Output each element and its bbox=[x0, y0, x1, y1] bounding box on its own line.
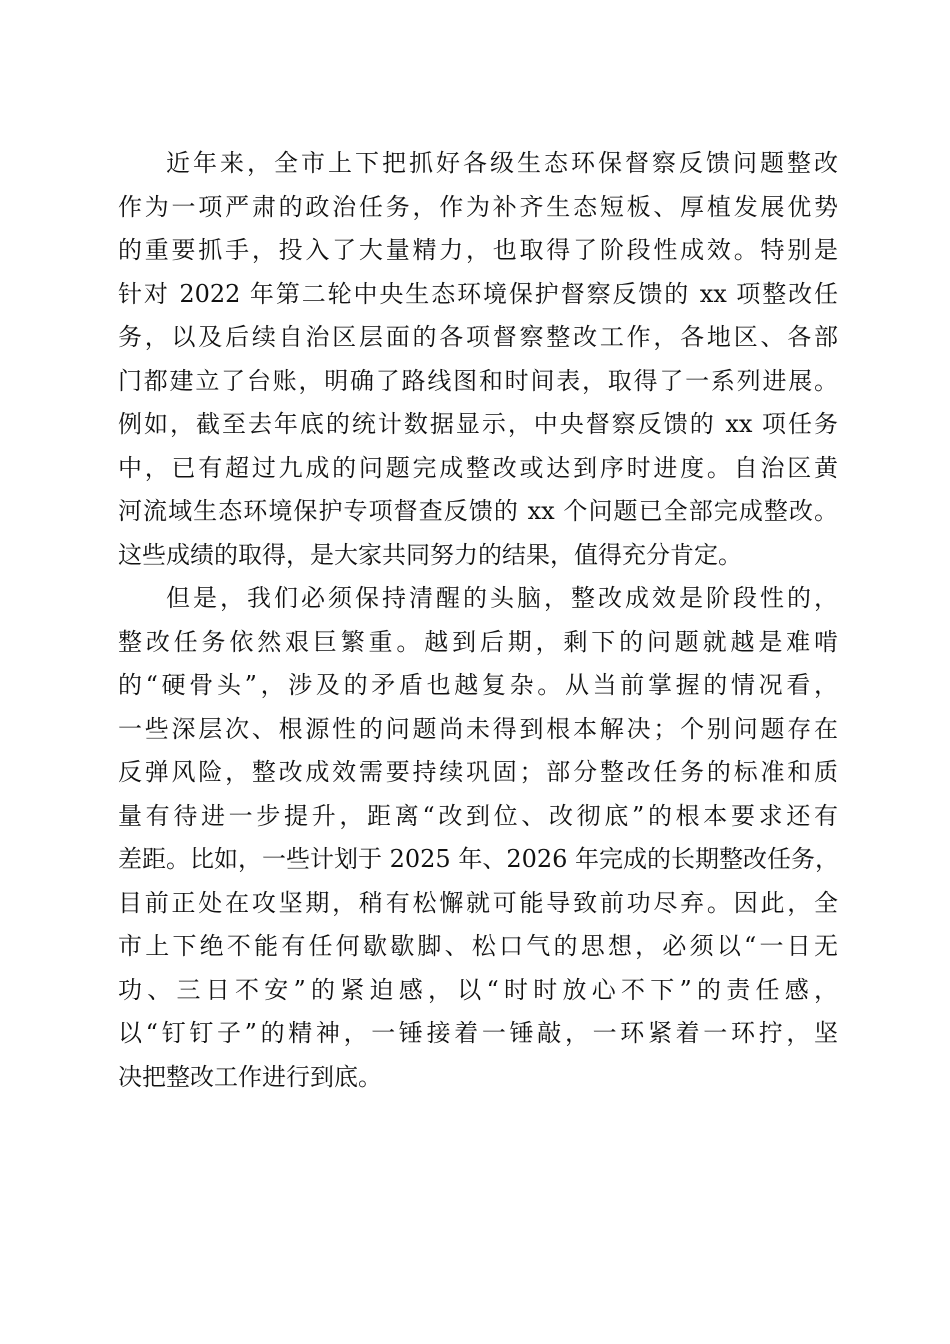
paragraph bbox=[118, 577, 838, 1099]
document-body bbox=[118, 142, 838, 1099]
paragraph-line: 河流域生态环境保护专项督查反馈的 xx 个问题已全部完成整改。 bbox=[118, 497, 838, 525]
paragraph-line: 中，已有超过九成的问题完成整改或达到序时进度。自治区黄 bbox=[118, 453, 838, 482]
paragraph-line: 门都建立了台账，明确了路线图和时间表，取得了一系列进展。 bbox=[118, 366, 838, 395]
paragraph-line: 功、三日不安”的紧迫感，以“时时放心不下”的责任感， bbox=[118, 975, 838, 1004]
paragraph-line: 针对 2022 年第二轮中央生态环境保护督察反馈的 xx 项整改任 bbox=[118, 279, 838, 308]
paragraph-line: 市上下绝不能有任何歇歇脚、松口气的思想，必须以“一日无 bbox=[118, 932, 838, 960]
paragraph-line: 例如，截至去年底的统计数据显示，中央督察反馈的 xx 项任务 bbox=[118, 410, 838, 438]
paragraph-line: 的“硬骨头”，涉及的矛盾也越复杂。从当前掌握的情况看， bbox=[118, 671, 838, 699]
paragraph-line: 整改任务依然艰巨繁重。越到后期，剩下的问题就越是难啃 bbox=[118, 627, 838, 656]
paragraph-line: 以“钉钉子”的精神，一锤接着一锤敲，一环紧着一环拧，坚 bbox=[118, 1019, 838, 1047]
paragraph-line: 的重要抓手，投入了大量精力，也取得了阶段性成效。特别是 bbox=[118, 236, 838, 264]
paragraph-line: 目前正处在攻坚期，稍有松懈就可能导致前功尽弃。因此，全 bbox=[118, 888, 838, 917]
paragraph-line: 但是，我们必须保持清醒的头脑，整改成效是阶段性的， bbox=[166, 584, 838, 612]
paragraph-line: 差距。比如，一些计划于 2025 年、2026 年完成的长期整改任务， bbox=[118, 845, 840, 873]
paragraph-line: 作为一项严肃的政治任务，作为补齐生态短板、厚植发展优势 bbox=[118, 192, 838, 221]
paragraph-line: 一些深层次、根源性的问题尚未得到根本解决；个别问题存在 bbox=[118, 714, 838, 743]
paragraph-line: 这些成绩的取得，是大家共同努力的结果，值得充分肯定。 bbox=[118, 540, 742, 569]
paragraph-line: 近年来，全市上下把抓好各级生态环保督察反馈问题整改 bbox=[166, 149, 838, 177]
paragraph-line: 务，以及后续自治区层面的各项督察整改工作，各地区、各部 bbox=[118, 323, 838, 351]
paragraph-line: 量有待进一步提升，距离“改到位、改彻底”的根本要求还有 bbox=[118, 801, 838, 830]
paragraph bbox=[118, 142, 838, 577]
paragraph-line: 反弹风险，整改成效需要持续巩固；部分整改任务的标准和质 bbox=[118, 758, 838, 786]
paragraph-line: 决把整改工作进行到底。 bbox=[118, 1062, 382, 1091]
